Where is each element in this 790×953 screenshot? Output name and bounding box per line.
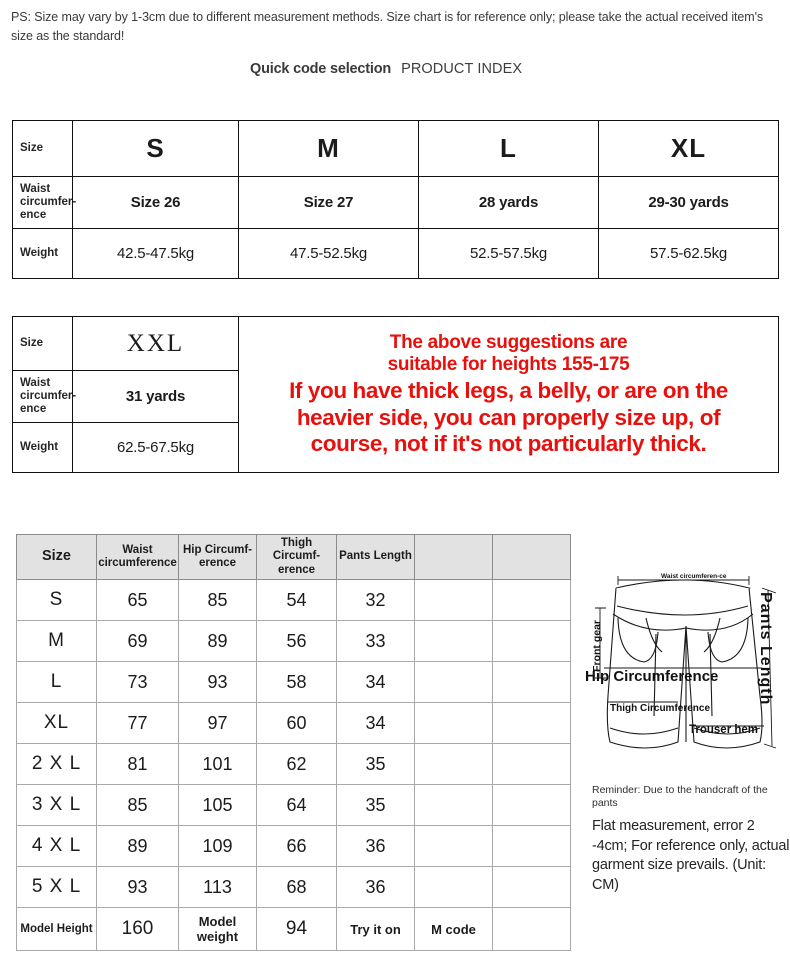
measure-length: 35 <box>337 744 415 785</box>
model-weight-label: Model weight <box>179 908 257 951</box>
waist-value-l: 28 yards <box>419 177 599 229</box>
table-row <box>17 744 571 785</box>
measure-size: L <box>17 662 97 703</box>
try-it-on-label: Try it on <box>337 908 415 951</box>
row-label-weight: Weight <box>13 229 73 279</box>
row-label-waist-2: Waist circumfer-ence <box>13 371 73 423</box>
table-row <box>17 826 571 867</box>
measure-empty-1 <box>415 703 493 744</box>
measure-waist: 89 <box>97 826 179 867</box>
ps-note: PS: Size may vary by 1-3cm due to different measurement methods. Size chart is for reference only; please take the actual received item's size as the standard! <box>11 10 764 43</box>
diagram-label-thigh-circumference: Thigh Circumference <box>610 703 711 714</box>
weight-value-xl: 57.5-62.5kg <box>599 229 779 279</box>
table-row <box>13 177 779 229</box>
measure-thigh: 60 <box>257 703 337 744</box>
measure-waist: 69 <box>97 621 179 662</box>
measure-empty-1 <box>415 580 493 621</box>
size-cell-xxl: XXL <box>73 317 239 371</box>
measure-hip: 101 <box>179 744 257 785</box>
table-row <box>13 317 779 371</box>
measure-length: 36 <box>337 867 415 908</box>
header-waist-circumference: Waist circumference <box>97 535 179 580</box>
measure-length: 35 <box>337 785 415 826</box>
table-row <box>17 785 571 826</box>
measure-thigh: 62 <box>257 744 337 785</box>
header-size: Size <box>17 535 97 580</box>
header-empty-2 <box>493 535 571 580</box>
table-row <box>17 703 571 744</box>
size-cell-xl: XL <box>599 121 779 177</box>
red-note-line-3: If you have thick legs, a belly, or are on the <box>289 378 728 404</box>
waist-value-xl: 29-30 yards <box>599 177 779 229</box>
measure-waist: 85 <box>97 785 179 826</box>
measure-hip: 113 <box>179 867 257 908</box>
header-empty-1 <box>415 535 493 580</box>
measure-waist: 65 <box>97 580 179 621</box>
size-table-primary <box>12 120 779 279</box>
measure-empty-2 <box>493 621 571 662</box>
table-row <box>13 121 779 177</box>
header-hip-circumference: Hip Circumf-erence <box>179 535 257 580</box>
measure-waist: 77 <box>97 703 179 744</box>
measure-hip: 105 <box>179 785 257 826</box>
measure-thigh: 68 <box>257 867 337 908</box>
measure-empty-2 <box>493 703 571 744</box>
measure-size: 2 X L <box>17 744 97 785</box>
diagram-label-front-gear: Front gear <box>591 620 603 672</box>
measure-length: 34 <box>337 662 415 703</box>
section-header <box>250 61 522 77</box>
measure-length: 32 <box>337 580 415 621</box>
measure-hip: 93 <box>179 662 257 703</box>
measure-empty-1 <box>415 785 493 826</box>
reminder-note-small: Reminder: Due to the handcraft of the pants <box>592 784 768 809</box>
measure-empty-2 <box>493 785 571 826</box>
product-index-title: PRODUCT INDEX <box>401 61 523 77</box>
size-cell-s: S <box>73 121 239 177</box>
waist-value-xxl: 31 yards <box>73 371 239 423</box>
measure-empty-1 <box>415 744 493 785</box>
row-label-size: Size <box>13 121 73 177</box>
header-pants-length: Pants Length <box>337 535 415 580</box>
red-note-line-2: suitable for heights 155-175 <box>387 354 630 376</box>
table-row <box>17 580 571 621</box>
reminder-note-main: Flat measurement, error 2 -4cm; For reference only, actual garment size prevails. (Unit: CM) <box>592 818 790 893</box>
measure-size: M <box>17 621 97 662</box>
red-note-line-4: heavier side, you can properly size up, of <box>296 404 721 430</box>
measure-length: 33 <box>337 621 415 662</box>
try-it-on-size: M code <box>415 908 493 951</box>
measure-size: XL <box>17 703 97 744</box>
size-cell-l: L <box>419 121 599 177</box>
size-table-secondary <box>12 316 779 473</box>
table-footer-row <box>17 908 571 951</box>
header-thigh-circumference: Thigh Circumf-erence <box>257 535 337 580</box>
measure-thigh: 66 <box>257 826 337 867</box>
measure-empty-2 <box>493 662 571 703</box>
measure-hip: 109 <box>179 826 257 867</box>
measure-empty-1 <box>415 867 493 908</box>
measure-waist: 81 <box>97 744 179 785</box>
measure-size: 4 X L <box>17 826 97 867</box>
weight-value-l: 52.5-57.5kg <box>419 229 599 279</box>
diagram-label-pants-length: Pants Length <box>757 592 774 706</box>
table-row <box>13 229 779 279</box>
weight-value-xxl: 62.5-67.5kg <box>73 423 239 473</box>
measure-hip: 97 <box>179 703 257 744</box>
diagram-label-hip-circumference: Hip Circumference <box>585 668 719 685</box>
measurement-table <box>16 534 571 951</box>
red-advice-note <box>239 317 779 473</box>
measure-waist: 73 <box>97 662 179 703</box>
diagram-label-trouser-hem: Trouser hem <box>689 724 759 736</box>
measure-size: S <box>17 580 97 621</box>
model-height-label: Model Height <box>17 908 97 951</box>
table-header-row <box>17 535 571 580</box>
measure-hip: 89 <box>179 621 257 662</box>
measure-size: 3 X L <box>17 785 97 826</box>
model-height-value: 160 <box>97 908 179 951</box>
measure-length: 34 <box>337 703 415 744</box>
diagram-label-waist-circumference: Waist circumferen-ce <box>661 573 727 580</box>
measure-empty-1 <box>415 621 493 662</box>
model-weight-value: 94 <box>257 908 337 951</box>
table-row <box>17 621 571 662</box>
measure-thigh: 58 <box>257 662 337 703</box>
row-label-size-2: Size <box>13 317 73 371</box>
measure-thigh: 64 <box>257 785 337 826</box>
measure-empty-2 <box>493 744 571 785</box>
table-row <box>17 662 571 703</box>
measure-length: 36 <box>337 826 415 867</box>
red-note-line-5: course, not if it's not particularly thick. <box>310 430 707 456</box>
measure-thigh: 54 <box>257 580 337 621</box>
red-note-line-1: The above suggestions are <box>389 331 628 353</box>
measure-empty-2 <box>493 826 571 867</box>
measure-size: 5 X L <box>17 867 97 908</box>
row-label-weight-2: Weight <box>13 423 73 473</box>
measure-empty-2 <box>493 867 571 908</box>
waist-value-s: Size 26 <box>73 177 239 229</box>
size-cell-m: M <box>239 121 419 177</box>
weight-value-s: 42.5-47.5kg <box>73 229 239 279</box>
measure-thigh: 56 <box>257 621 337 662</box>
table-row <box>17 867 571 908</box>
measure-empty-2 <box>493 580 571 621</box>
waist-value-m: Size 27 <box>239 177 419 229</box>
measure-empty-1 <box>415 662 493 703</box>
measure-hip: 85 <box>179 580 257 621</box>
measure-empty-1 <box>415 826 493 867</box>
footer-empty <box>493 908 571 951</box>
measure-waist: 93 <box>97 867 179 908</box>
weight-value-m: 47.5-52.5kg <box>239 229 419 279</box>
quick-code-selection-title: Quick code selection <box>250 61 392 77</box>
row-label-waist: Waist circumfer-ence <box>13 177 73 229</box>
